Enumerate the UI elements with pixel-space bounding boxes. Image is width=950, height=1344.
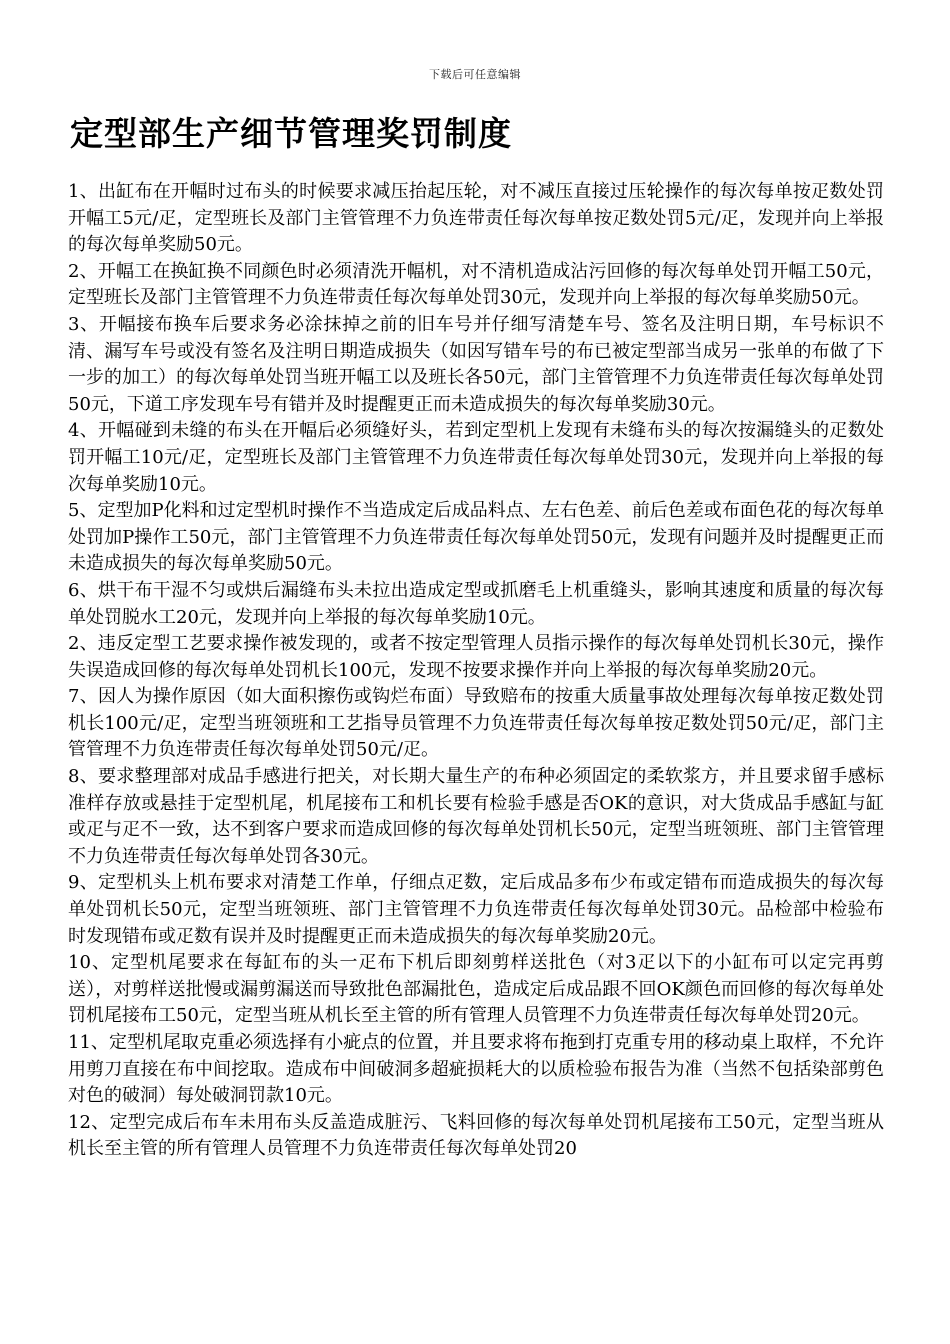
paragraph-1: 1、出缸布在开幅时过布头的时候要求减压抬起压轮，对不减压直接过压轮操作的每次每单按疋数处罚开幅工5元/疋，定型班长及部门主管管理不力负连带责任每次每单按疋数处罚5元/疋，发现并向上举报的每次每单奖励50元。 (68, 181, 884, 256)
header-note: 下载后可任意编辑 (429, 68, 521, 81)
paragraph-2: 2、开幅工在换缸换不同颜色时必须清洗开幅机，对不清机造成沾污回修的每次每单处罚开幅工50元，定型班长及部门主管管理不力负连带责任每次每单处罚30元，发现并向上举报的每次每单奖励50元。 (68, 260, 884, 309)
paragraph-7: 2、违反定型工艺要求操作被发现的，或者不按定型管理人员指示操作的每次每单处罚机长30元，操作失误造成回修的每次每单处罚机长100元，发现不按要求操作并向上举报的每次每单奖励20元。 (68, 633, 884, 681)
paragraph-12: 11、定型机尾取克重必须选择有小疵点的位置，并且要求将布拖到打克重专用的移动桌上取样，不允许用剪刀直接在布中间挖取。造成布中间破洞多超疵损耗大的以质检验布报告为准（当然不包括染部剪色对色的破洞）每处破洞罚款10元。 (68, 1032, 884, 1107)
paragraph-6: 6、烘干布干湿不匀或烘后漏缝布头未拉出造成定型或抓磨毛上机重缝头，影响其速度和质量的每次每单处罚脱水工20元，发现并向上举报的每次每单奖励10元。 (68, 579, 884, 628)
document-body (68, 179, 884, 1163)
paragraph-4: 4、开幅碰到未缝的布头在开幅后必须缝好头，若到定型机上发现有未缝布头的每次按漏缝头的疋数处罚开幅工10元/疋，定型班长及部门主管管理不力负连带责任每次每单处罚30元，发现并向上举报的每次每单奖励10元。 (68, 420, 884, 495)
document-title: 定型部生产细节管理奖罚制度 (70, 114, 512, 153)
paragraph-3: 3、开幅接布换车后要求务必涂抹掉之前的旧车号并仔细写清楚车号、签名及注明日期，车号标识不清、漏写车号或没有签名及注明日期造成损失（如因写错车号的布已被定型部当成另一张单的布做了下一步的加工）的每次每单处罚当班开幅工以及班长各50元，部门主管管理不力负连带责任每次每单处罚50元，下道工序发现车号有错并及时提醒更正而未造成损失的每次每单奖励30元。 (68, 313, 884, 415)
paragraph-8: 7、因人为操作原因（如大面积擦伤或钩烂布面）导致赔布的按重大质量事故处理每次每单按疋数处罚机长100元/疋，定型当班领班和工艺指导员管理不力负连带责任每次每单按疋数处罚50元/疋，部门主管管理不力负连带责任每次每单处罚50元/疋。 (68, 686, 884, 761)
paragraph-13: 12、定型完成后布车未用布头反盖造成脏污、飞料回修的每次每单处罚机尾接布工50元，定型当班从机长至主管的所有管理人员管理不力负连带责任每次每单处罚20 (68, 1111, 884, 1160)
paragraph-5: 5、定型加P化料和过定型机时操作不当造成定后成品料点、左右色差、前后色差或布面色花的每次每单处罚加P操作工50元，部门主管管理不力负连带责任每次每单处罚50元，发现有问题并及时提醒更正而未造成损失的每次每单奖励50元。 (68, 500, 884, 575)
paragraph-9: 8、要求整理部对成品手感进行把关，对长期大量生产的布种必须固定的柔软浆方，并且要求留手感标准样存放或悬挂于定型机尾，机尾接布工和机长要有检验手感是否OK的意识，对大货成品手感缸与缸或疋与疋不一致，达不到客户要求而造成回修的每次每单处罚机长50元，定型当班领班、部门主管管理不力负连带责任每次每单处罚各30元。 (68, 766, 884, 867)
paragraph-10: 9、定型机头上机布要求对清楚工作单，仔细点疋数，定后成品多布少布或定错布而造成损失的每次每单处罚机长50元，定型当班领班、部门主管管理不力负连带责任每次每单处罚30元。品检部中检验布时发现错布或疋数有误并及时提醒更正而未造成损失的每次每单奖励20元。 (68, 872, 884, 947)
paragraph-11: 10、定型机尾要求在每缸布的头一疋布下机后即刻剪样送批色（对3疋以下的小缸布可以定完再剪送），对剪样送批慢或漏剪漏送而导致批色部漏批色，造成定后成品跟不回OK颜色而回修的每次每单处罚机尾接布工50元，定型当班从机长至主管的所有管理人员管理不力负连带责任每次每单处罚20元。 (68, 952, 884, 1027)
